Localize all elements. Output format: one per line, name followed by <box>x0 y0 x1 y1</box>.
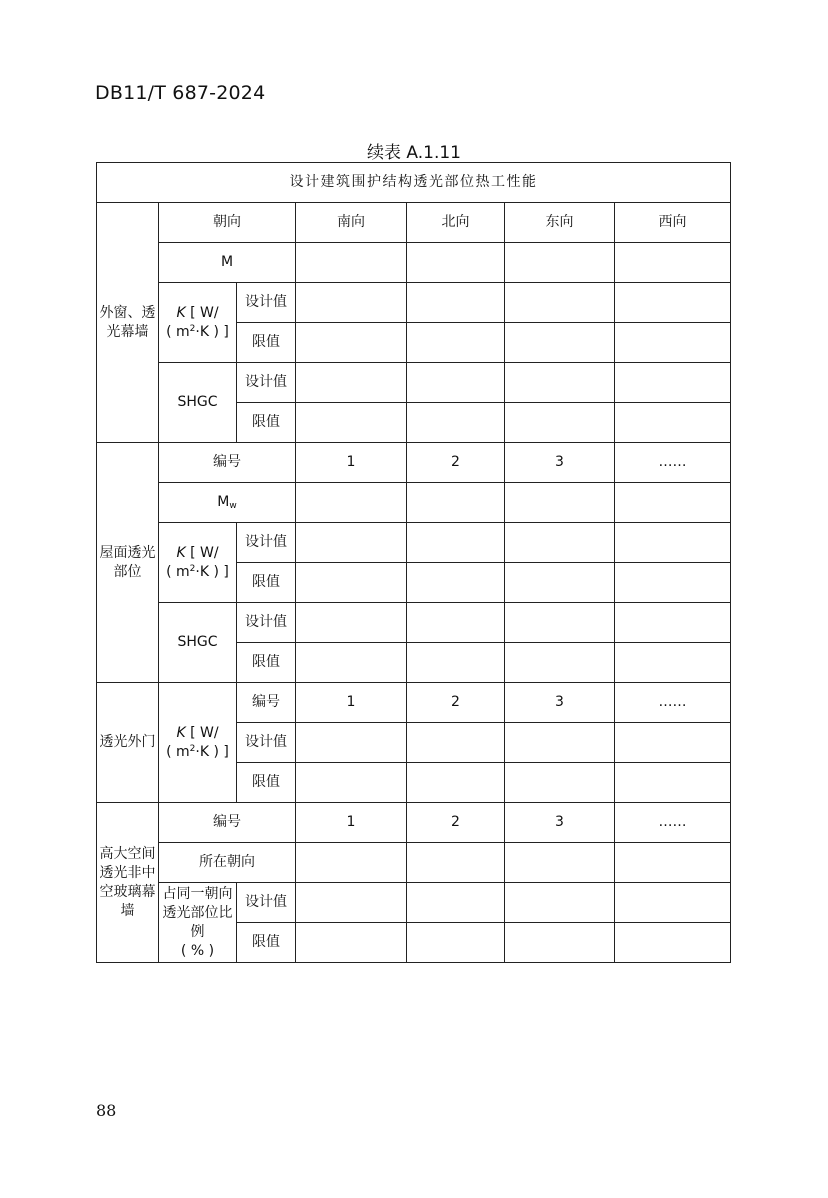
number-2: 2 <box>407 683 505 723</box>
table-cell <box>407 923 505 963</box>
table-cell <box>407 483 505 523</box>
table-cell <box>505 243 615 283</box>
shgc-label: SHGC <box>159 363 237 443</box>
table-cell <box>615 403 731 443</box>
table-cell <box>407 883 505 923</box>
table-cell <box>615 763 731 803</box>
direction-north: 北向 <box>407 203 505 243</box>
number-label: 编号 <box>237 683 296 723</box>
table-cell <box>615 483 731 523</box>
table-cell <box>505 603 615 643</box>
table-cell <box>296 843 407 883</box>
limit-value-label: 限值 <box>237 563 296 603</box>
table-cell <box>296 283 407 323</box>
mw-label: $M_w$ <box>159 483 296 523</box>
table-cell <box>296 243 407 283</box>
orientation-label: 朝向 <box>159 203 296 243</box>
table-cell <box>407 643 505 683</box>
table-cell <box>296 723 407 763</box>
k-value-label: K [ W/ ( $m^2\cdot K$ ) ] <box>159 523 237 603</box>
table-heading: 设计建筑围护结构透光部位热工性能 <box>97 163 731 203</box>
number-1: 1 <box>296 683 407 723</box>
ratio-label: 占同一朝向透光部位比例 ( % ) <box>159 883 237 963</box>
number-more: …… <box>615 803 731 843</box>
table-cell <box>615 643 731 683</box>
table-cell <box>407 403 505 443</box>
table-cell <box>407 323 505 363</box>
table-cell <box>407 563 505 603</box>
table-cell <box>615 323 731 363</box>
limit-value-label: 限值 <box>237 763 296 803</box>
table-cell <box>407 603 505 643</box>
design-value-label: 设计值 <box>237 363 296 403</box>
table-cell <box>505 923 615 963</box>
table-cell <box>505 483 615 523</box>
table-cell <box>615 883 731 923</box>
number-2: 2 <box>407 803 505 843</box>
table-cell <box>615 603 731 643</box>
table-cell <box>505 843 615 883</box>
table-cell <box>505 643 615 683</box>
group-label-door: 透光外门 <box>97 683 159 803</box>
located-orientation-label: 所在朝向 <box>159 843 296 883</box>
design-value-label: 设计值 <box>237 883 296 923</box>
table-cell <box>407 763 505 803</box>
limit-value-label: 限值 <box>237 323 296 363</box>
table-cell <box>296 523 407 563</box>
thermal-performance-table <box>96 162 731 963</box>
limit-value-label: 限值 <box>237 403 296 443</box>
number-more: …… <box>615 443 731 483</box>
table-cell <box>296 883 407 923</box>
table-cell <box>296 563 407 603</box>
table-title: 续表 A.1.11 <box>367 143 461 163</box>
document-id: DB11/T 687-2024 <box>95 82 266 104</box>
direction-south: 南向 <box>296 203 407 243</box>
direction-west: 西向 <box>615 203 731 243</box>
design-value-label: 设计值 <box>237 723 296 763</box>
table-cell <box>615 523 731 563</box>
table-cell <box>407 283 505 323</box>
table-cell <box>615 563 731 603</box>
table-cell <box>296 923 407 963</box>
table-cell <box>615 843 731 883</box>
number-3: 3 <box>505 683 615 723</box>
table-cell <box>505 363 615 403</box>
number-label: 编号 <box>159 803 296 843</box>
shgc-label: SHGC <box>159 603 237 683</box>
design-value-label: 设计值 <box>237 283 296 323</box>
table-cell <box>615 723 731 763</box>
table-cell <box>615 923 731 963</box>
table-cell <box>407 843 505 883</box>
design-value-label: 设计值 <box>237 523 296 563</box>
table-cell <box>296 763 407 803</box>
table-cell <box>407 243 505 283</box>
group-label-roof: 屋面透光部位 <box>97 443 159 683</box>
limit-value-label: 限值 <box>237 923 296 963</box>
direction-east: 东向 <box>505 203 615 243</box>
group-label-windows: 外窗、透光幕墙 <box>97 203 159 443</box>
table-cell <box>505 763 615 803</box>
table-cell <box>505 523 615 563</box>
design-value-label: 设计值 <box>237 603 296 643</box>
table-cell <box>505 403 615 443</box>
number-label: 编号 <box>159 443 296 483</box>
table-cell <box>505 723 615 763</box>
table-cell <box>296 483 407 523</box>
table-cell <box>615 283 731 323</box>
number-1: 1 <box>296 443 407 483</box>
table-cell <box>615 363 731 403</box>
table-cell <box>407 363 505 403</box>
m-label: M <box>159 243 296 283</box>
number-more: …… <box>615 683 731 723</box>
table-cell <box>615 243 731 283</box>
k-value-label: K [ W/ ( $m^2\cdot K$ ) ] <box>159 283 237 363</box>
table-cell <box>505 883 615 923</box>
table-cell <box>505 563 615 603</box>
number-3: 3 <box>505 443 615 483</box>
number-3: 3 <box>505 803 615 843</box>
group-label-curtain-wall: 高大空间透光非中空玻璃幕墙 <box>97 803 159 963</box>
table-cell <box>407 523 505 563</box>
table-cell <box>296 643 407 683</box>
table-cell <box>296 403 407 443</box>
table-cell <box>296 323 407 363</box>
number-1: 1 <box>296 803 407 843</box>
number-2: 2 <box>407 443 505 483</box>
table-cell <box>505 283 615 323</box>
table-cell <box>296 363 407 403</box>
page-number: 88 <box>96 1101 117 1120</box>
table-cell <box>296 603 407 643</box>
k-value-label: K [ W/ ( $m^2\cdot K$ ) ] <box>159 683 237 803</box>
limit-value-label: 限值 <box>237 643 296 683</box>
table-cell <box>407 723 505 763</box>
table-cell <box>505 323 615 363</box>
